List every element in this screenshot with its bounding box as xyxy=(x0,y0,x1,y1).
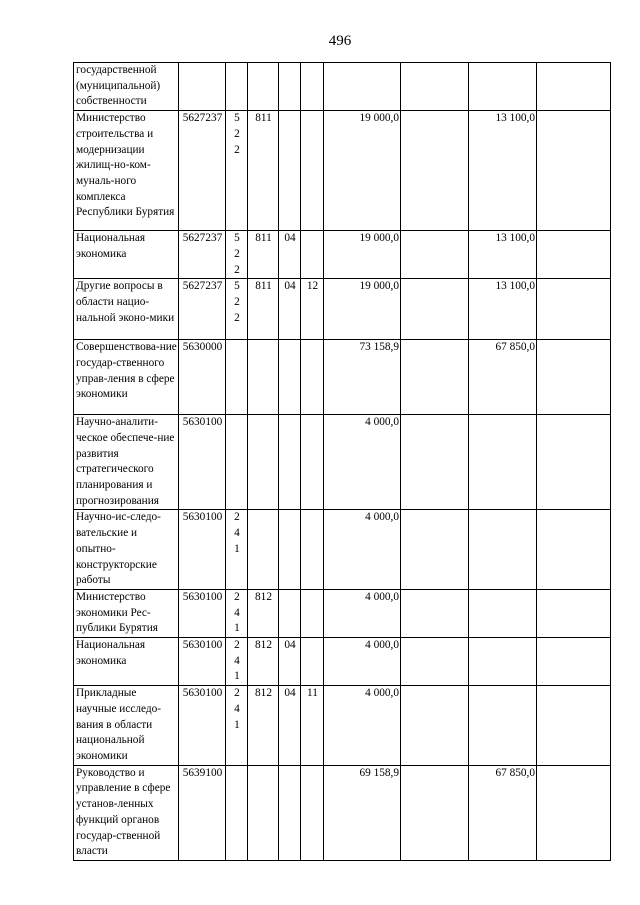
row-vr: 12 xyxy=(301,279,324,340)
row-sum-3 xyxy=(469,415,537,510)
row-grp-digit: 4 xyxy=(234,606,240,619)
row-code: 5630100 xyxy=(179,589,226,637)
table-row xyxy=(74,63,611,111)
table-row xyxy=(74,231,611,279)
row-vr xyxy=(301,340,324,415)
row-sum-1: 19 000,0 xyxy=(324,279,401,340)
row-vr xyxy=(301,415,324,510)
row-sum-2 xyxy=(401,231,469,279)
row-grp-digit: 4 xyxy=(234,527,240,540)
row-pr: 04 xyxy=(279,686,301,766)
row-sum-4 xyxy=(537,111,611,231)
row-sum-1: 19 000,0 xyxy=(324,231,401,279)
row-sum-1: 69 158,9 xyxy=(324,765,401,860)
row-name: Национальная экономика xyxy=(74,231,179,279)
table-row xyxy=(74,589,611,637)
row-sum-1 xyxy=(324,63,401,111)
row-grp-digit: 2 xyxy=(234,590,240,603)
row-sum-3: 13 100,0 xyxy=(469,111,537,231)
row-grp-digit: 5 xyxy=(234,232,240,245)
row-grp-digit: 2 xyxy=(234,143,240,156)
row-sum-2 xyxy=(401,340,469,415)
row-sum-4 xyxy=(537,638,611,686)
row-vr xyxy=(301,111,324,231)
row-grp-digit: 2 xyxy=(234,295,240,308)
row-sum-2 xyxy=(401,686,469,766)
row-grp xyxy=(226,510,248,590)
row-sum-3 xyxy=(469,510,537,590)
row-name: Министерство экономики Рес-публики Бурятия xyxy=(74,589,179,637)
row-sum-4 xyxy=(537,279,611,340)
row-vr xyxy=(301,63,324,111)
row-sum-3 xyxy=(469,686,537,766)
row-rz xyxy=(248,415,279,510)
row-sum-2 xyxy=(401,765,469,860)
row-rz xyxy=(248,63,279,111)
row-grp-digit: 5 xyxy=(234,280,240,293)
row-sum-2 xyxy=(401,279,469,340)
row-vr xyxy=(301,510,324,590)
row-sum-2 xyxy=(401,415,469,510)
row-grp xyxy=(226,340,248,415)
row-rz: 811 xyxy=(248,111,279,231)
row-pr xyxy=(279,340,301,415)
row-pr: 04 xyxy=(279,638,301,686)
row-pr xyxy=(279,765,301,860)
row-code: 5627237 xyxy=(179,279,226,340)
table-row xyxy=(74,638,611,686)
page-number: 496 xyxy=(328,33,352,49)
table-row xyxy=(74,111,611,231)
row-sum-4 xyxy=(537,589,611,637)
row-name: Другие вопросы в области нацио-нальной эконо-мики xyxy=(74,279,179,340)
row-grp-digit: 2 xyxy=(234,247,240,260)
row-vr xyxy=(301,589,324,637)
row-grp xyxy=(226,111,248,231)
row-grp xyxy=(226,63,248,111)
row-grp xyxy=(226,686,248,766)
row-name: Совершенствова-ние государ-ственного управ-ления в сфере экономики xyxy=(74,340,179,415)
row-sum-1: 4 000,0 xyxy=(324,589,401,637)
row-pr xyxy=(279,589,301,637)
table-row xyxy=(74,340,611,415)
row-sum-3: 13 100,0 xyxy=(469,279,537,340)
row-name: Министерство строительства и модернизации жилищ-но-ком-муналь-ного комплекса Республики Бурятия xyxy=(74,111,179,231)
row-sum-1: 4 000,0 xyxy=(324,415,401,510)
row-pr: 04 xyxy=(279,231,301,279)
row-rz: 812 xyxy=(248,589,279,637)
row-sum-3: 67 850,0 xyxy=(469,765,537,860)
row-grp-digit: 4 xyxy=(234,702,240,715)
row-grp xyxy=(226,415,248,510)
row-sum-1: 73 158,9 xyxy=(324,340,401,415)
row-grp-digit: 2 xyxy=(234,687,240,700)
row-pr: 04 xyxy=(279,279,301,340)
row-sum-2 xyxy=(401,111,469,231)
table-row xyxy=(74,510,611,590)
row-name: государственной (муниципальной) собственности xyxy=(74,63,179,111)
row-grp-digit: 5 xyxy=(234,112,240,125)
row-vr xyxy=(301,765,324,860)
budget-table xyxy=(73,62,611,861)
row-code: 5627237 xyxy=(179,111,226,231)
row-pr xyxy=(279,415,301,510)
row-grp-digit: 2 xyxy=(234,263,240,276)
row-grp-digit: 2 xyxy=(234,639,240,652)
row-sum-3 xyxy=(469,589,537,637)
table-row xyxy=(74,279,611,340)
row-grp-digit: 1 xyxy=(234,542,240,555)
row-vr xyxy=(301,231,324,279)
row-pr xyxy=(279,510,301,590)
row-sum-1: 4 000,0 xyxy=(324,638,401,686)
row-grp-digit: 1 xyxy=(234,622,240,635)
row-sum-4 xyxy=(537,231,611,279)
row-code: 5627237 xyxy=(179,231,226,279)
row-sum-4 xyxy=(537,765,611,860)
row-name: Научно-аналити-ческое обеспече-ние развития стратегического планирования и прогнозирования xyxy=(74,415,179,510)
row-pr xyxy=(279,63,301,111)
row-sum-3: 67 850,0 xyxy=(469,340,537,415)
row-code: 5630000 xyxy=(179,340,226,415)
row-name: Национальная экономика xyxy=(74,638,179,686)
row-code: 5630100 xyxy=(179,510,226,590)
row-sum-3 xyxy=(469,63,537,111)
row-code: 5639100 xyxy=(179,765,226,860)
row-grp-digit: 1 xyxy=(234,670,240,683)
row-code xyxy=(179,63,226,111)
row-sum-2 xyxy=(401,63,469,111)
row-grp xyxy=(226,279,248,340)
row-grp xyxy=(226,638,248,686)
row-code: 5630100 xyxy=(179,415,226,510)
row-rz xyxy=(248,765,279,860)
row-sum-1: 19 000,0 xyxy=(324,111,401,231)
row-pr xyxy=(279,111,301,231)
row-rz: 812 xyxy=(248,686,279,766)
row-sum-4 xyxy=(537,63,611,111)
row-sum-1: 4 000,0 xyxy=(324,510,401,590)
row-sum-1: 4 000,0 xyxy=(324,686,401,766)
row-grp xyxy=(226,765,248,860)
row-grp xyxy=(226,589,248,637)
row-name: Научно-ис-следо-вательские и опытно-конструкторские работы xyxy=(74,510,179,590)
row-grp-digit: 2 xyxy=(234,311,240,324)
row-sum-4 xyxy=(537,340,611,415)
row-grp-digit: 4 xyxy=(234,654,240,667)
table-row xyxy=(74,415,611,510)
row-rz xyxy=(248,510,279,590)
row-grp xyxy=(226,231,248,279)
row-sum-3: 13 100,0 xyxy=(469,231,537,279)
row-sum-2 xyxy=(401,589,469,637)
table-row xyxy=(74,686,611,766)
row-name: Руководство и управление в сфере установ-ленных функций органов государ-ственной власти xyxy=(74,765,179,860)
row-rz xyxy=(248,340,279,415)
row-rz: 811 xyxy=(248,231,279,279)
row-sum-4 xyxy=(537,510,611,590)
table-row xyxy=(74,765,611,860)
row-rz: 811 xyxy=(248,279,279,340)
row-grp-digit: 1 xyxy=(234,718,240,731)
row-name: Прикладные научные исследо-вания в области национальной экономики xyxy=(74,686,179,766)
row-vr xyxy=(301,638,324,686)
row-rz: 812 xyxy=(248,638,279,686)
row-sum-4 xyxy=(537,686,611,766)
row-vr: 11 xyxy=(301,686,324,766)
row-sum-2 xyxy=(401,638,469,686)
row-code: 5630100 xyxy=(179,686,226,766)
row-sum-4 xyxy=(537,415,611,510)
row-grp-digit: 2 xyxy=(234,511,240,524)
row-grp-digit: 2 xyxy=(234,127,240,140)
row-code: 5630100 xyxy=(179,638,226,686)
row-sum-2 xyxy=(401,510,469,590)
row-sum-3 xyxy=(469,638,537,686)
